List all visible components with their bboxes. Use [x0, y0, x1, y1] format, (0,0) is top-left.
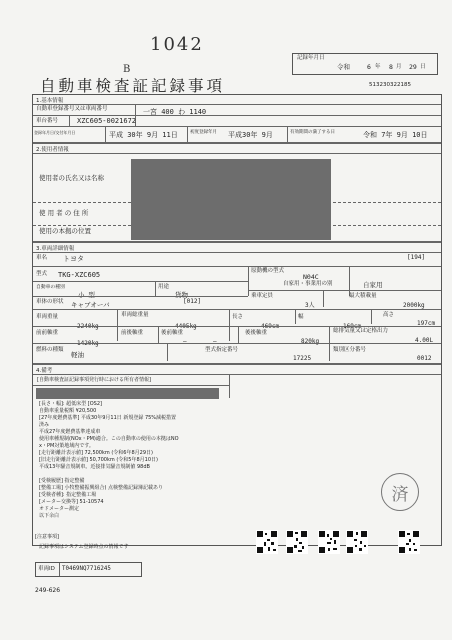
category-no-label: 類別区分番号 [333, 347, 367, 353]
capacity-label: 乗車定員 [251, 293, 274, 299]
engine-label: 原動機の型式 [251, 268, 285, 274]
chassis-no-label: 車台番号 [36, 118, 59, 124]
record-date-month: 8 [389, 63, 393, 71]
fuel-label: 燃料の種類 [36, 347, 64, 353]
model-label: 型式 [36, 271, 48, 277]
remark-line: [メーター交換等] 51-10574 [39, 499, 104, 505]
length-value: 469cm [261, 323, 280, 330]
base-location-label: 使用の本拠の位置 [39, 227, 91, 235]
record-date-year-unit: 年 [375, 64, 381, 70]
section4-heading: 4.備考 [36, 368, 53, 374]
remark-line: 済み [39, 422, 50, 428]
record-date-day-unit: 日 [420, 64, 426, 70]
rear-front-axle-label: 後前軸重 [161, 330, 184, 336]
qr-code-2 [286, 530, 308, 554]
body-shape-code: [012] [183, 298, 202, 305]
page-title: 自動車検査証記録事項 [40, 77, 226, 95]
qr-code-4 [346, 530, 368, 554]
reg-no-value: 一宮 400 わ 1140 [143, 108, 207, 116]
purpose-label: 用途 [158, 284, 170, 290]
displacement-value: 4.00L [415, 337, 434, 344]
chassis-no-value: XZC605-0021672 [77, 117, 137, 125]
use-type-label: 自家用・事業用の別 [283, 281, 333, 287]
purpose-value: 貨物 [175, 291, 188, 299]
expiry-value: 令和 7年 9月 10日 [363, 131, 428, 139]
user-name-label: 使用者の氏名又は名称 [39, 174, 104, 182]
remark-line: 平成13年騒音規制車。近接排気騒音規制値 98dB [39, 464, 150, 470]
vehicle-kind-label: 自動車の種別 [36, 285, 65, 290]
handwritten-letter: B [123, 64, 131, 75]
vehicle-id-value: T0469NQ7716245 [62, 566, 111, 572]
right-code: [194] [407, 254, 426, 261]
bottom-code: 249-626 [35, 587, 61, 594]
first-reg-value: 平成 30年 9月 11日 [109, 131, 178, 139]
model-value: TKG-XZC605 [58, 271, 101, 279]
front-rear-axle-label: 前後軸重 [121, 330, 144, 336]
remark-line: 以下余白 [39, 513, 60, 519]
qr-code-1 [256, 530, 278, 554]
record-date-month-unit: 月 [396, 64, 402, 70]
first-reg-label: 登録年月日/交付年月日 [34, 130, 76, 135]
remark-line: [整備工場] 小牧整備振興組合) 点検整備記録簿記載あり [39, 485, 164, 491]
width-label: 幅 [298, 314, 304, 320]
remark-line: 自動車重量税額 ¥20,500 [39, 408, 97, 414]
reg-no-label: 自動車登録番号又は車両番号 [36, 106, 108, 112]
user-address-redaction [131, 199, 331, 223]
body-shape-label: 車体の形状 [36, 299, 64, 305]
length-label: 長さ [232, 314, 244, 320]
first-year-value: 平成30年 9月 [228, 131, 273, 139]
front-axle-label: 前前軸重 [36, 330, 59, 336]
remark-line: [長さ・幅]: 超低床型 [OS2] [39, 401, 102, 407]
height-label: 高さ [383, 312, 395, 318]
qr-code-5 [398, 530, 420, 554]
remark-line: [走行距離計表示値] 72,500km (令和6年8月29日) [39, 450, 153, 456]
remark-line: オドメーター測定 [39, 506, 79, 512]
remark-line: 使用車種規制(NOx・PM)適合。この自動車の使用の本拠はNO [39, 436, 179, 442]
engine-value: N04C [303, 273, 319, 281]
record-date-era: 令和 [337, 63, 350, 71]
type-approval-value: 17225 [293, 355, 312, 362]
serial-number: 513230322185 [369, 82, 411, 88]
rear-rear-axle-label: 後後軸重 [245, 330, 268, 336]
type-approval-label: 型式指定番号 [205, 347, 239, 353]
base-location-redaction [131, 223, 331, 240]
use-type-value: 自家用 [363, 281, 383, 289]
displacement-label: 総排気量又は定格出力 [333, 328, 389, 334]
front-axle-value: 1420kg [77, 340, 99, 347]
width-value: 169cm [343, 323, 362, 330]
weight-value: 2240kg [77, 323, 99, 330]
category-no-value: 0012 [417, 355, 432, 362]
gross-weight-value: 4405kg [175, 323, 197, 330]
record-date-day: 29 [409, 63, 417, 71]
weight-label: 車両重量 [36, 314, 59, 320]
owner-note: [自動車検査証記録事項発行時における所有者情報] [37, 377, 151, 383]
completion-stamp [381, 473, 419, 511]
vehicle-id-label: 車両ID [38, 566, 55, 572]
capacity-value: 3人 [305, 302, 315, 309]
make-label: 車名 [36, 255, 48, 261]
height-value: 197cm [417, 320, 436, 327]
first-year-label: 初度登録年月 [190, 130, 217, 135]
section2-heading: 2.使用者情報 [36, 147, 69, 153]
remark-line: [受検者種]: 指定整備工場 [39, 492, 97, 498]
max-load-value: 2000kg [403, 302, 425, 309]
footer-note-text: 記録事項はシステム登録時点の情報です [39, 544, 129, 550]
section3-heading: 3.車両詳細情報 [36, 246, 75, 252]
owner-info-redaction [36, 388, 219, 399]
remark-line: 平成27年度燃費基準達成車 [39, 429, 101, 435]
make-value: トヨタ [63, 255, 84, 263]
max-load-label: 最大積載量 [349, 293, 377, 299]
qr-code-3 [318, 530, 340, 554]
user-name-redaction [131, 159, 331, 199]
record-date-box [292, 53, 438, 75]
record-date-label: 記録年月日 [297, 55, 325, 61]
handwritten-number: 1042 [150, 34, 204, 55]
fuel-value: 軽油 [71, 351, 84, 359]
remark-line: [旧走行距離計表示値] 50,700km (令和5年8月10日) [39, 457, 158, 463]
expiry-label: 有効期間の満了する日 [290, 130, 335, 135]
user-address-label: 使 用 者 の 住 所 [39, 209, 89, 217]
body-shape-value: キャブオーバ [71, 301, 110, 309]
rear-front-axle-value: — [213, 338, 217, 345]
vehicle-kind-value: 小 型 [78, 291, 95, 299]
remark-line: [27年度燃費基準] 平成30年9月11日 新規登録 75%減税措置 [39, 415, 177, 421]
gross-weight-label: 車両総重量 [121, 312, 149, 318]
section1-heading: 1.基本情報 [36, 98, 64, 104]
rear-rear-axle-value: 820kg [301, 338, 320, 345]
footer-note-heading: [注意事項] [35, 534, 59, 540]
record-date-year: 6 [367, 63, 371, 71]
certificate-table [32, 94, 442, 546]
front-rear-axle-value: — [183, 338, 187, 345]
stamp-text: 済 [391, 484, 409, 505]
remark-line: [受検履歴] 指定整備 [39, 478, 85, 484]
remark-line: x・PM対策地域内です。 [39, 443, 94, 449]
vehicle-id-box [35, 562, 142, 577]
